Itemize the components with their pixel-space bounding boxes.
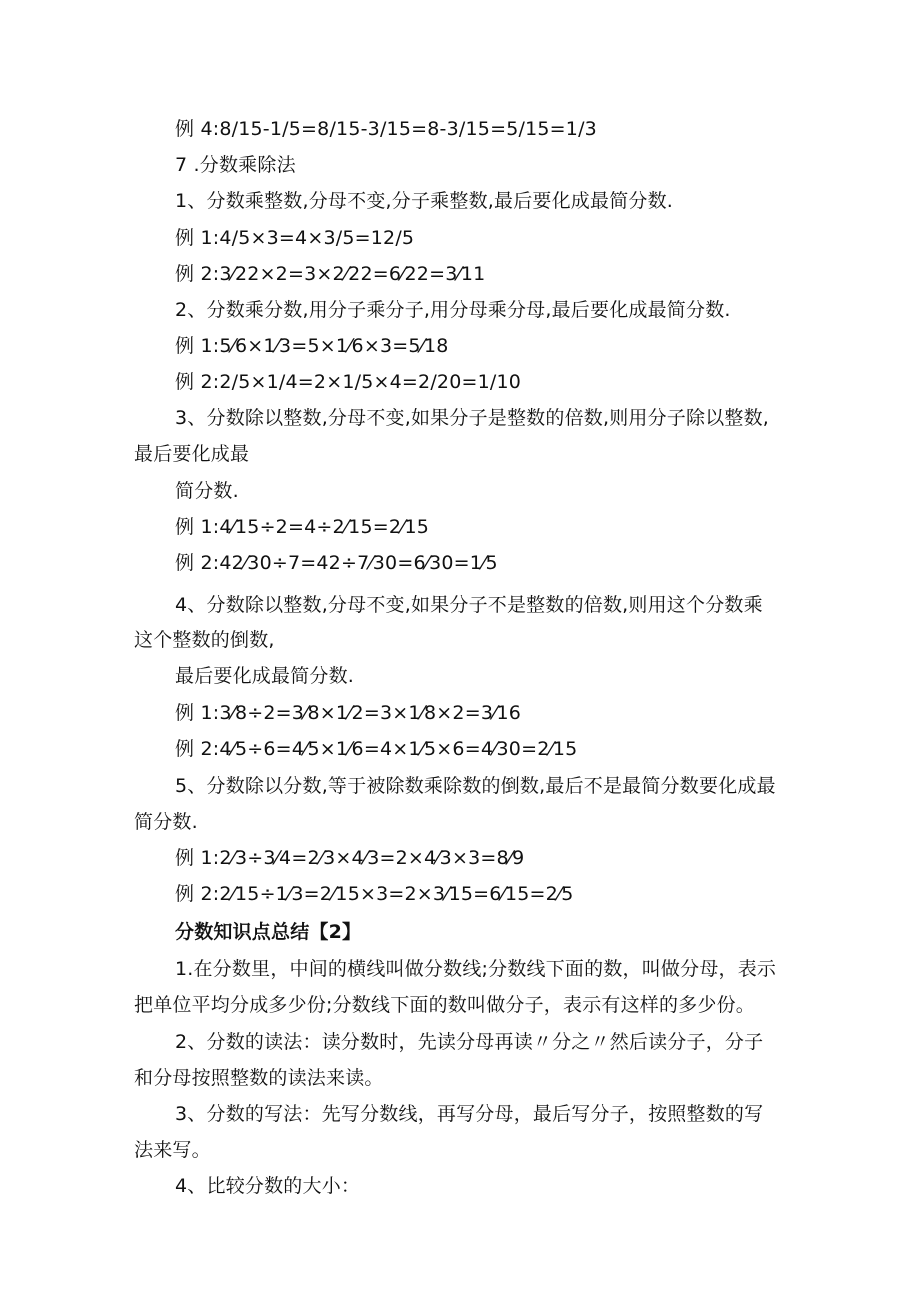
example-line: 例 2:3⁄22×2=3×2⁄22=6⁄22=3⁄11: [175, 263, 486, 285]
knowledge-paragraph-continued: 和分母按照整数的读法来读。: [134, 1067, 384, 1089]
knowledge-paragraph-continued: 把单位平均分成多少份;分数线下面的数叫做分子，表示有这样的多少份。: [134, 994, 756, 1016]
example-line: 例 1:5⁄6×1⁄3=5×1⁄6×3=5⁄18: [175, 335, 449, 357]
knowledge-paragraph: 2、分数的读法：读分数时，先读分母再读〃分之〃然后读分子，分子: [175, 1031, 764, 1053]
rule-paragraph: 4、分数除以整数,分母不变,如果分子不是整数的倍数,则用这个分数乘: [175, 594, 763, 616]
rule-paragraph: 5、分数除以分数,等于被除数乘除数的倒数,最后不是最简分数要化成最: [175, 775, 776, 797]
rule-paragraph-continued: 最后要化成最: [134, 443, 250, 465]
rule-paragraph: 3、分数除以整数,分母不变,如果分子是整数的倍数,则用分子除以整数,: [175, 407, 770, 429]
example-line: 例 1:4/5×3=4×3/5=12/5: [175, 227, 415, 249]
example-line: 例 4:8/15-1/5=8/15-3/15=8-3/15=5/15=1/3: [175, 118, 597, 140]
rule-paragraph: 2、分数乘分数,用分子乘分子,用分母乘分母,最后要化成最简分数.: [175, 299, 731, 321]
rule-paragraph-continued: 简分数.: [134, 811, 198, 833]
example-line: 例 1:4⁄15÷2=4÷2⁄15=2⁄15: [175, 516, 430, 538]
example-line: 例 2:42⁄30÷7=42÷7⁄30=6⁄30=1⁄5: [175, 552, 498, 574]
knowledge-paragraph-continued: 法来写。: [134, 1139, 211, 1161]
section-title: 分数知识点总结【2】: [175, 921, 362, 943]
example-line: 例 1:2⁄3÷3⁄4=2⁄3×4⁄3=2×4⁄3×3=8⁄9: [175, 847, 525, 869]
example-line: 例 1:3⁄8÷2=3⁄8×1⁄2=3×1⁄8×2=3⁄16: [175, 702, 522, 724]
knowledge-paragraph: 4、比较分数的大小：: [175, 1175, 361, 1197]
rule-paragraph-continued: 这个整数的倒数,: [134, 629, 275, 651]
knowledge-paragraph: 1.在分数里，中间的横线叫做分数线;分数线下面的数，叫做分母，表示: [175, 958, 777, 980]
example-line: 例 2:4⁄5÷6=4⁄5×1⁄6=4×1⁄5×6=4⁄30=2⁄15: [175, 738, 578, 760]
rule-paragraph-continued: 最后要化成最简分数.: [175, 665, 355, 687]
example-line: 例 2:2⁄15÷1⁄3=2⁄15×3=2×3⁄15=6⁄15=2⁄5: [175, 883, 574, 905]
example-line: 例 2:2/5×1/4=2×1/5×4=2/20=1/10: [175, 371, 522, 393]
knowledge-paragraph: 3、分数的写法：先写分数线，再写分母，最后写分子，按照整数的写: [175, 1103, 764, 1125]
section-heading: 7 .分数乘除法: [175, 154, 296, 176]
rule-paragraph: 1、分数乘整数,分母不变,分子乘整数,最后要化成最简分数.: [175, 190, 674, 212]
rule-paragraph-continued: 简分数.: [175, 480, 239, 502]
